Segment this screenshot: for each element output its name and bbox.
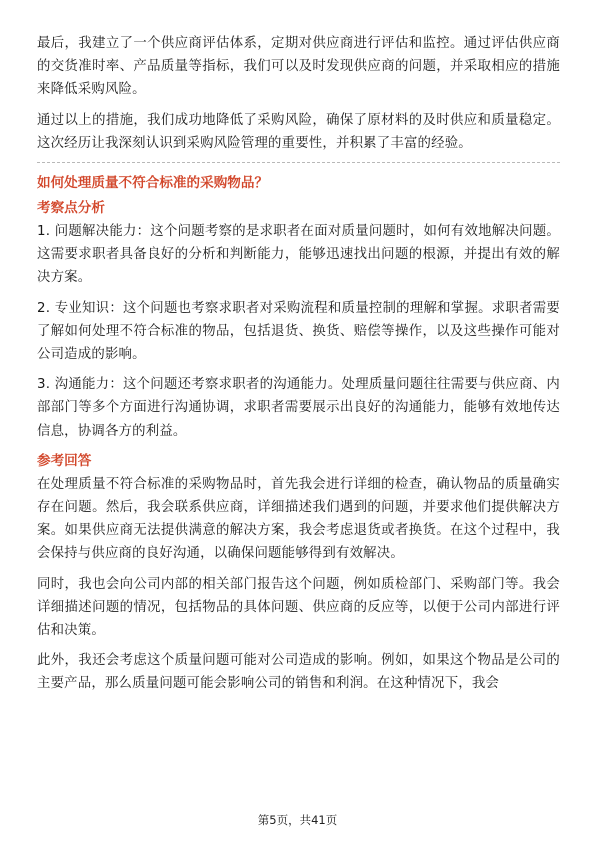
paragraph-summary: 通过以上的措施，我们成功地降低了采购风险，确保了原材料的及时供应和质量稳定。这次经历让我深刻认识到采购风险管理的重要性，并积累了丰富的经验。 xyxy=(37,112,560,151)
answer-paragraph-handling: 在处理质量不符合标准的采购物品时，首先我会进行详细的检查，确认物品的质量确实存在问题。然后，我会联系供应商，详细描述我们遇到的问题，并要求他们提供解决方案。如果供应商无法提供满意的解决方案，我会考虑退货或者换货。在这个过程中，我会保持与供应商的良好沟通，以确保问题能够得到有效解决。 xyxy=(37,476,560,562)
analysis-heading: 考察点分析 xyxy=(37,200,105,217)
paragraph-supplier-evaluation: 最后，我建立了一个供应商评估体系，定期对供应商进行评估和监控。通过评估供应商的交货准时率、产品质量等指标，我们可以及时发现供应商的问题，并采取相应的措施来降低采购风险。 xyxy=(37,36,560,98)
section-divider xyxy=(37,162,560,163)
answer-paragraph-impact: 此外，我还会考虑这个质量问题可能对公司造成的影响。例如，如果这个物品是公司的主要产品，那么质量问题可能会影响公司的销售和利润。在这种情况下，我会 xyxy=(37,653,560,692)
answer-heading: 参考回答 xyxy=(37,452,92,469)
answer-paragraph-internal-report: 同时，我也会向公司内部的相关部门报告这个问题，例如质检部门、采购部门等。我会详细描述问题的情况，包括物品的具体问题、供应商的反应等，以便于公司内部进行评估和决策。 xyxy=(37,576,560,639)
page-number-footer: 第5页，共41页 xyxy=(257,813,338,827)
question-title: 如何处理质量不符合标准的采购物品？ xyxy=(37,175,269,192)
analysis-item-problem-solving: 1. 问题解决能力：这个问题考察的是求职者在面对质量问题时，如何有效地解决问题。这需要求职者具备良好的分析和判断能力，能够迅速找出问题的根源，并提出有效的解决方案。 xyxy=(37,224,560,286)
analysis-item-communication: 3. 沟通能力：这个问题还考察求职者的沟通能力。处理质量问题往往需要与供应商、内部部门等多个方面进行沟通协调，求职者需要展示出良好的沟通能力，能够有效地传达信息，协调各方的利益。 xyxy=(37,377,560,439)
analysis-item-professional-knowledge: 2. 专业知识：这个问题也考察求职者对采购流程和质量控制的理解和掌握。求职者需要了解如何处理不符合标准的物品，包括退货、换货、赔偿等操作，以及这些操作可能对公司造成的影响。 xyxy=(37,300,560,363)
page-content xyxy=(37,32,560,703)
